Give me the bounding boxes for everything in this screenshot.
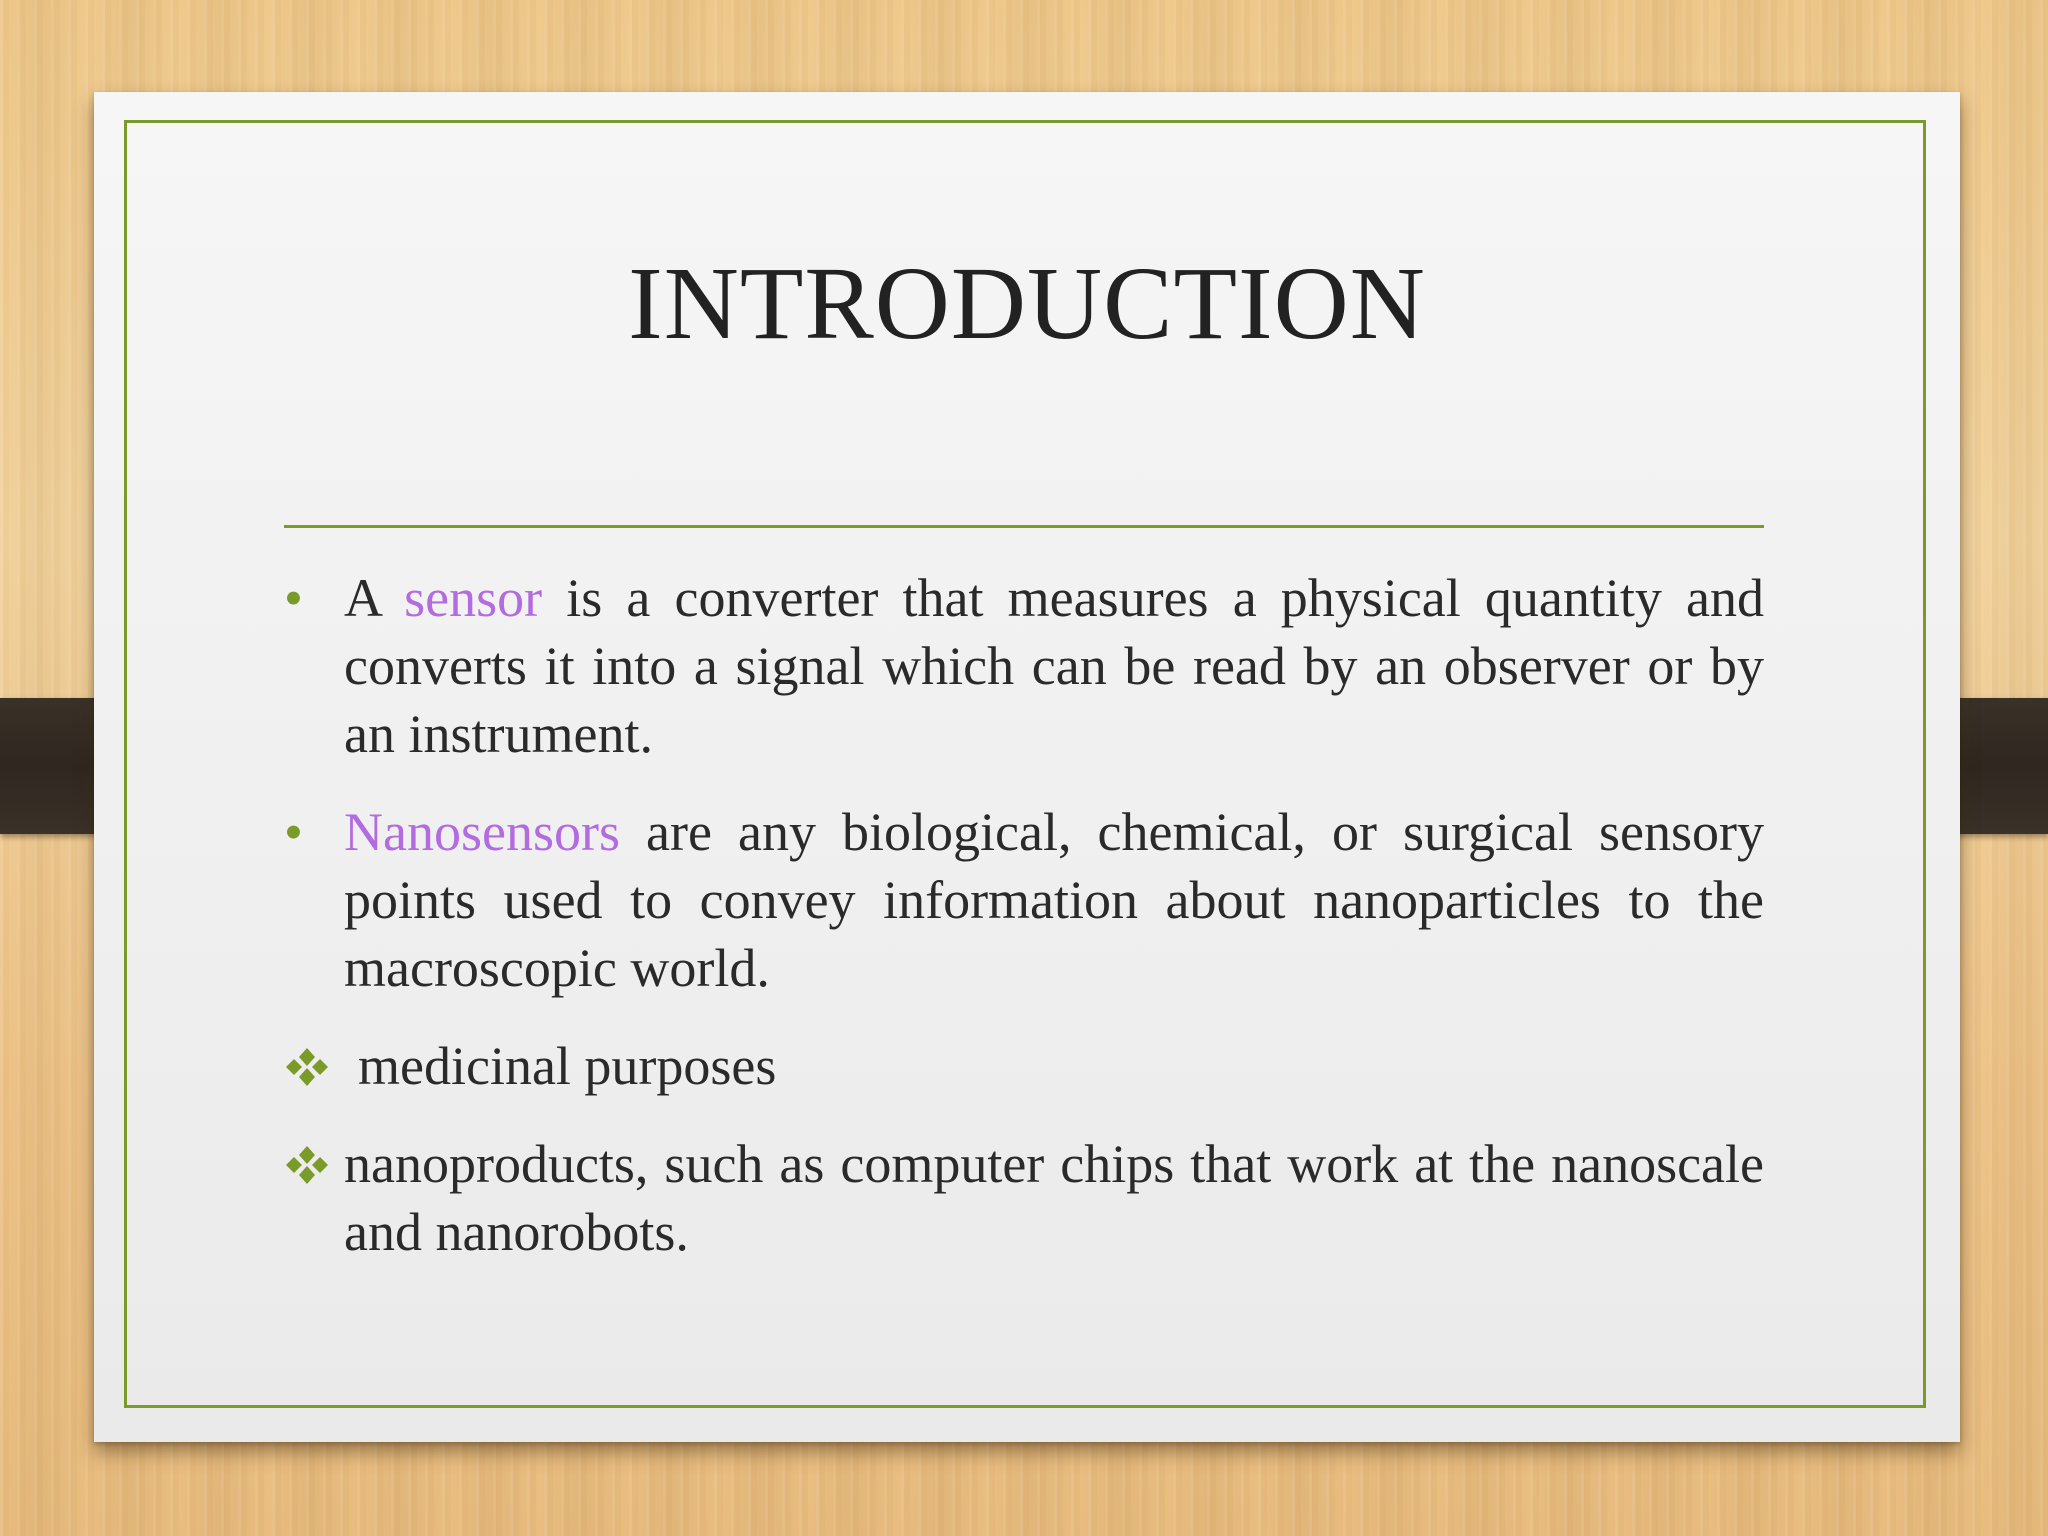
highlight-term-sensor: sensor <box>404 568 543 628</box>
bullet-item-nanoproducts <box>284 1130 1764 1266</box>
bullet-text: are any biological, chemical, or surgical sensory points used to convey information about nanoparticles to the macroscopic world. <box>344 802 1764 998</box>
bullet-text: nanoproducts, such as computer chips that work at the nanoscale and nanorobots. <box>344 1134 1764 1262</box>
bullet-dot-icon: • <box>284 802 303 862</box>
bullet-item-sensor <box>284 564 1764 768</box>
slide <box>94 92 1960 1442</box>
bullet-list <box>284 564 1764 1296</box>
title-divider <box>284 525 1764 528</box>
bullet-prefix: A <box>344 568 405 628</box>
four-diamond-icon <box>284 1046 330 1088</box>
bullet-text: medicinal purposes <box>358 1036 777 1096</box>
bullet-dot-icon: • <box>284 568 303 628</box>
slide-title: INTRODUCTION <box>628 246 1426 361</box>
highlight-term-nanosensors: Nanosensors <box>344 802 620 862</box>
bullet-text: is a converter that measures a physical quantity and converts it into a signal which can be read by an observer or by an instrument. <box>344 568 1764 764</box>
bullet-item-medicinal <box>284 1032 1764 1100</box>
four-diamond-icon <box>284 1144 330 1186</box>
bullet-item-nanosensors <box>284 798 1764 1002</box>
